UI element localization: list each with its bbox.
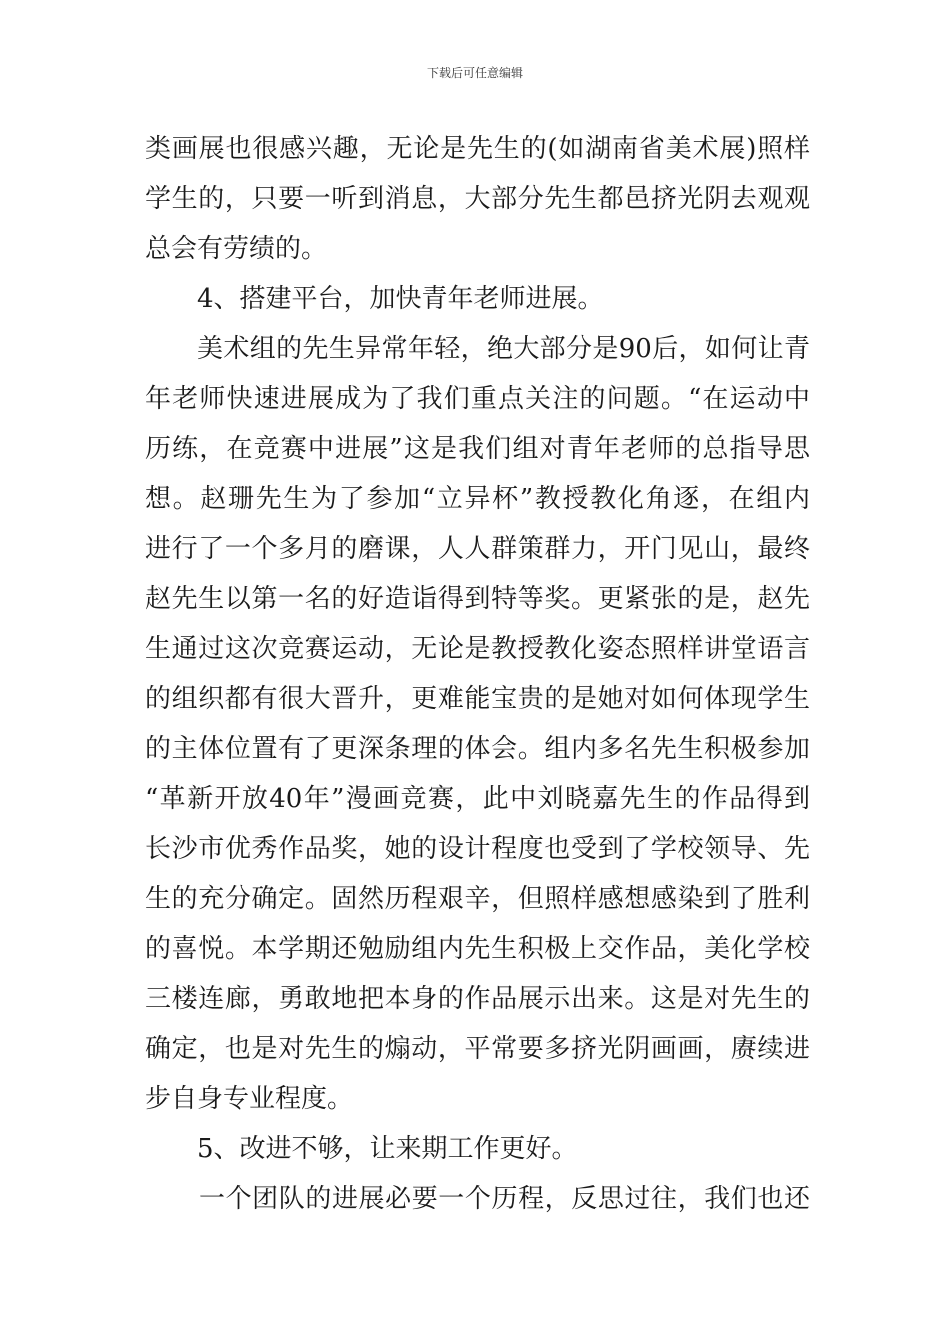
text-line: 年老师快速进展成为了我们重点关注的问题。“在运动中	[145, 384, 810, 414]
text-line: 学生的，只要一听到消息，大部分先生都邑挤光阴去观观	[145, 184, 810, 214]
text-line: 三楼连廊，勇敢地把本身的作品展示出来。这是对先生的	[145, 984, 810, 1014]
section-heading-5: 5、改进不够，让来期工作更好。	[197, 1134, 578, 1164]
text-line: 赵先生以第一名的好造诣得到特等奖。更紧张的是，赵先	[145, 584, 810, 614]
text-line: 进行了一个多月的磨课，人人群策群力，开门见山，最终	[145, 534, 810, 564]
text-line: 的主体位置有了更深条理的体会。组内多名先生积极参加	[145, 734, 810, 764]
text-line: 类画展也很感兴趣，无论是先生的(如湖南省美术展)照样	[145, 134, 810, 164]
text-line: 总会有劳绩的。	[145, 234, 328, 264]
text-line: 长沙市优秀作品奖，她的设计程度也受到了学校领导、先	[145, 834, 810, 864]
text-line: 想。赵珊先生为了参加“立异杯”教授教化角逐，在组内	[145, 484, 810, 514]
text-line: 生通过这次竞赛运动，无论是教授教化姿态照样讲堂语言	[145, 634, 810, 664]
document-body	[145, 124, 810, 1224]
paragraph-first-line: 一个团队的进展必要一个历程，反思过往，我们也还	[199, 1184, 810, 1214]
paragraph-first-line: 美术组的先生异常年轻，绝大部分是90后，如何让青	[197, 334, 810, 364]
text-line: “革新开放40年”漫画竞赛，此中刘晓嘉先生的作品得到	[145, 784, 810, 814]
text-line: 生的充分确定。固然历程艰辛，但照样感想感染到了胜利	[145, 884, 810, 914]
section-heading-4: 4、搭建平台，加快青年老师进展。	[197, 284, 604, 314]
text-line: 确定，也是对先生的煽动，平常要多挤光阴画画，赓续进	[145, 1034, 810, 1064]
page-header-note: 下载后可任意编辑	[426, 66, 523, 80]
text-line: 的组织都有很大晋升，更难能宝贵的是她对如何体现学生	[145, 684, 810, 714]
text-line: 历练，在竞赛中进展”这是我们组对青年老师的总指导思	[145, 434, 810, 464]
text-line: 步自身专业程度。	[145, 1084, 354, 1114]
text-line: 的喜悦。本学期还勉励组内先生积极上交作品，美化学校	[145, 934, 810, 964]
